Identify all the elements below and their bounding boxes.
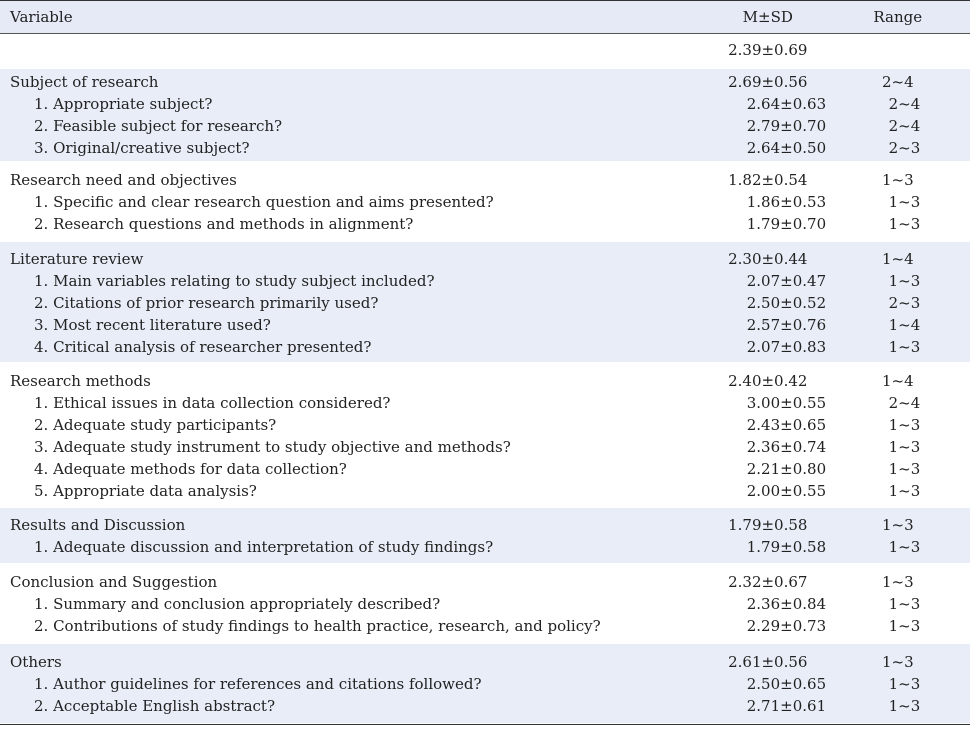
- item-msd: 1.79±0.70: [746, 215, 827, 233]
- total-row-group: [0, 34, 970, 69]
- item-msd: 2.71±0.61: [746, 697, 827, 715]
- item-label: 1. Ethical issues in data collection considered?: [34, 394, 391, 412]
- group-row: [0, 514, 970, 536]
- item-msd: 1.79±0.58: [746, 538, 827, 556]
- item-msd: 2.07±0.83: [746, 338, 827, 356]
- item-range: 2~3: [888, 139, 921, 157]
- group-others: [0, 644, 970, 724]
- group-name: Others: [10, 653, 62, 671]
- table-row: [0, 673, 970, 695]
- item-label: 2. Research questions and methods in alignment?: [34, 215, 414, 233]
- table-row: [0, 191, 970, 213]
- group-row: [0, 248, 970, 270]
- item-label: 2. Feasible subject for research?: [34, 117, 283, 135]
- item-label: 2. Adequate study participants?: [34, 416, 277, 434]
- item-msd: 2.21±0.80: [746, 460, 827, 478]
- group-msd: 2.32±0.67: [728, 573, 808, 591]
- total-msd: 2.39±0.69: [728, 41, 808, 59]
- table-row: [0, 536, 970, 558]
- table-row: [0, 615, 970, 637]
- table-row: [0, 292, 970, 314]
- item-msd: 2.07±0.47: [746, 272, 827, 290]
- table-row: [0, 314, 970, 336]
- group-msd: 2.30±0.44: [728, 250, 808, 268]
- group-msd: 1.79±0.58: [728, 516, 808, 534]
- item-range: 1~3: [888, 482, 921, 500]
- total-row: [0, 37, 970, 63]
- item-msd: 2.79±0.70: [746, 117, 827, 135]
- item-label: 1. Summary and conclusion appropriately described?: [34, 595, 441, 613]
- item-label: 3. Original/creative subject?: [34, 139, 250, 157]
- group-msd: 1.82±0.54: [728, 171, 808, 189]
- item-msd: 3.00±0.55: [746, 394, 827, 412]
- group-row: [0, 651, 970, 673]
- table-row: [0, 137, 970, 159]
- item-label: 1. Author guidelines for references and citations followed?: [34, 675, 482, 693]
- item-label: 3. Most recent literature used?: [34, 316, 271, 334]
- item-msd: 2.36±0.84: [746, 595, 827, 613]
- group-subject-of-research: [0, 69, 970, 162]
- group-range: 1~3: [881, 171, 914, 189]
- item-range: 1~3: [888, 416, 921, 434]
- item-range: 1~3: [888, 438, 921, 456]
- item-msd: 1.86±0.53: [746, 193, 827, 211]
- group-name: Conclusion and Suggestion: [10, 573, 218, 591]
- group-name: Literature review: [10, 250, 144, 268]
- item-label: 2. Acceptable English abstract?: [34, 697, 275, 715]
- item-msd: 2.64±0.50: [746, 139, 827, 157]
- item-msd: 2.64±0.63: [746, 95, 827, 113]
- table-row: [0, 480, 970, 502]
- item-label: 2. Citations of prior research primarily used?: [34, 294, 379, 312]
- table-row: [0, 436, 970, 458]
- group-range: 1~4: [881, 250, 914, 268]
- group-name: Research need and objectives: [10, 171, 237, 189]
- item-range: 1~3: [888, 697, 921, 715]
- group-name: Results and Discussion: [10, 516, 186, 534]
- item-range: 2~3: [888, 294, 921, 312]
- group-row: [0, 169, 970, 191]
- item-range: 2~4: [888, 95, 921, 113]
- group-range: 1~4: [881, 372, 914, 390]
- item-label: 1. Adequate discussion and interpretation of study findings?: [34, 538, 494, 556]
- group-literature-review: [0, 242, 970, 363]
- item-label: 2. Contributions of study findings to health practice, research, and policy?: [34, 617, 601, 635]
- item-msd: 2.36±0.74: [746, 438, 827, 456]
- table-row: [0, 414, 970, 436]
- item-label: 5. Appropriate data analysis?: [34, 482, 257, 500]
- group-name: Subject of research: [10, 73, 159, 91]
- item-range: 1~3: [888, 460, 921, 478]
- item-range: 1~3: [888, 272, 921, 290]
- item-range: 1~4: [888, 316, 921, 334]
- group-row: [0, 571, 970, 593]
- header-msd: M±SD: [742, 8, 793, 26]
- table-header: [0, 1, 970, 34]
- group-msd: 2.69±0.56: [728, 73, 808, 91]
- header-range: Range: [873, 8, 923, 26]
- item-range: 1~3: [888, 215, 921, 233]
- item-msd: 2.43±0.65: [746, 416, 827, 434]
- item-range: 1~3: [888, 193, 921, 211]
- table-row: [0, 458, 970, 480]
- item-range: 2~4: [888, 117, 921, 135]
- group-msd: 2.61±0.56: [728, 653, 808, 671]
- group-research-need: [0, 162, 970, 242]
- table-row: [0, 695, 970, 717]
- item-msd: 2.50±0.65: [746, 675, 827, 693]
- header-variable: Variable: [10, 8, 73, 26]
- item-label: 1. Specific and clear research question and aims presented?: [34, 193, 494, 211]
- group-range: 2~4: [881, 73, 914, 91]
- group-research-methods: [0, 363, 970, 508]
- item-label: 3. Adequate study instrument to study objective and methods?: [34, 438, 511, 456]
- item-range: 1~3: [888, 617, 921, 635]
- table-row: [0, 593, 970, 615]
- item-msd: 2.29±0.73: [746, 617, 827, 635]
- item-range: 1~3: [888, 538, 921, 556]
- table-row: [0, 336, 970, 358]
- item-msd: 2.00±0.55: [746, 482, 827, 500]
- table-row: [0, 270, 970, 292]
- item-range: 1~3: [888, 595, 921, 613]
- table-row: [0, 392, 970, 414]
- item-range: 1~3: [888, 338, 921, 356]
- group-row: [0, 71, 970, 93]
- item-range: 2~4: [888, 394, 921, 412]
- group-name: Research methods: [10, 372, 151, 390]
- group-conclusion-suggestion: [0, 564, 970, 644]
- group-range: 1~3: [881, 573, 914, 591]
- table-row: [0, 93, 970, 115]
- group-range: 1~3: [881, 516, 914, 534]
- item-label: 1. Appropriate subject?: [34, 95, 213, 113]
- group-results-discussion: [0, 508, 970, 564]
- item-msd: 2.50±0.52: [746, 294, 827, 312]
- item-label: 4. Critical analysis of researcher presented?: [34, 338, 372, 356]
- group-msd: 2.40±0.42: [728, 372, 808, 390]
- item-msd: 2.57±0.76: [746, 316, 827, 334]
- item-range: 1~3: [888, 675, 921, 693]
- group-range: 1~3: [881, 653, 914, 671]
- item-label: 4. Adequate methods for data collection?: [34, 460, 347, 478]
- group-row: [0, 370, 970, 392]
- table-row: [0, 115, 970, 137]
- item-label: 1. Main variables relating to study subject included?: [34, 272, 435, 290]
- table-row: [0, 213, 970, 235]
